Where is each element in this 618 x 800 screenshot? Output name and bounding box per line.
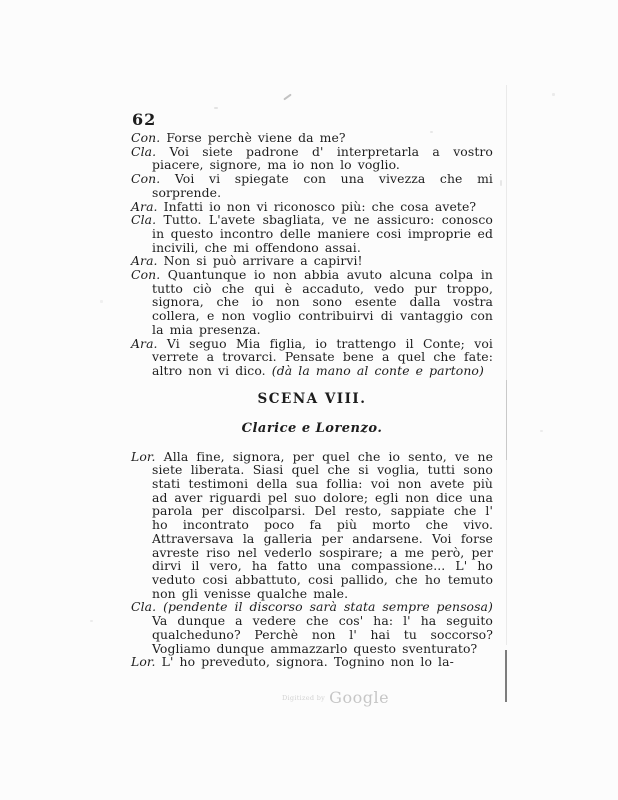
dialogue-paragraph xyxy=(131,655,493,669)
stage-direction: (pendente il discorso sarà stata sempre pensosa) xyxy=(163,599,493,615)
scene-characters: Clarice e Lorenzo. xyxy=(241,420,383,436)
stage-direction: (dà la mano al conte e partono) xyxy=(271,362,484,378)
scan-artifact-line xyxy=(506,380,507,460)
speaker-label: Lor. xyxy=(131,654,162,670)
speaker-label: Con. xyxy=(131,171,175,187)
google-logo-text: Google xyxy=(329,688,390,707)
speaker-label: Cla. xyxy=(131,599,164,615)
scan-speck xyxy=(552,93,555,96)
digitized-by-text: Digitized by xyxy=(282,694,326,702)
speaker-label: Con. xyxy=(131,267,168,283)
dialogue-paragraph xyxy=(131,200,493,214)
scan-speck xyxy=(90,620,93,622)
speaker-label: Cla. xyxy=(131,212,164,228)
dialogue-paragraph xyxy=(131,254,493,268)
dialogue-paragraph xyxy=(131,213,493,254)
dialogue-text: L' ho preveduto, signora. Tognino non lo la- xyxy=(161,654,454,670)
dialogue-paragraph xyxy=(131,600,493,655)
scan-speck xyxy=(283,94,292,101)
dialogue-text: Non si può arrivare a capirvi! xyxy=(163,253,363,269)
scan-speck xyxy=(500,180,502,186)
text-column xyxy=(131,131,493,669)
speaker-label: Cla. xyxy=(131,143,170,159)
dialogue-text: Forse perchè viene da me? xyxy=(166,130,346,145)
scene-heading: SCENA VIII. xyxy=(257,390,367,407)
scan-speck xyxy=(100,300,103,303)
dialogue-section-after xyxy=(131,450,493,669)
dialogue-paragraph xyxy=(131,337,493,378)
dialogue-paragraph xyxy=(131,450,493,601)
dialogue-text: Va dunque a vedere che cos' ha: l' ha seguito qualcheduno? Perchè non l' hai tu soccorso? Vogliamo dunque ammazzarlo questo sventurato? xyxy=(152,613,493,656)
scan-speck xyxy=(540,430,543,432)
dialogue-paragraph xyxy=(131,131,493,145)
dialogue-text: Voi siete padrone d' interpretarla a vostro piacere, signore, ma io non lo voglio. xyxy=(152,143,493,173)
speaker-label: Lor. xyxy=(131,448,164,464)
scan-speck xyxy=(214,107,218,109)
dialogue-text: Alla fine, signora, per quel che io sento, ve ne siete liberata. Siasi quel che si voglia, tutti sono stati testimoni della sua follia: voi non avete più ad aver riguardi pel suo dolore; egli non dice una parola per discolparsi. Del resto, sappiate che l' ho incontrato poco fa più morto che vivo. Attraversava la galleria per andarsene. Voi forse avreste riso nel vederlo sospirare; a me però, per dirvi il vero, ha fatto una compassione... L' ho veduto cosi abbattuto, cosi pallido, che ho temuto non gli venisse qualche male. xyxy=(152,448,493,601)
dialogue-paragraph xyxy=(131,268,493,337)
page-number: 62 xyxy=(132,110,157,129)
dialogue-section-before xyxy=(131,131,493,378)
dialogue-text: Infatti io non vi riconosco più: che cosa avete? xyxy=(163,198,477,214)
dialogue-text: Quantunque io non abbia avuto alcuna colpa in tutto ciò che qui è accaduto, vedo pur troppo, signora, che io non sono esente dalla vostra collera, e non voglio contribuirvi di vantaggio con la mia presenza. xyxy=(152,267,493,337)
scan-artifact-line xyxy=(506,85,507,645)
dialogue-text: Voi vi spiegate con una vivezza che mi sorprende. xyxy=(152,171,493,200)
dialogue-paragraph xyxy=(131,172,493,199)
speaker-label: Ara. xyxy=(131,253,164,269)
dialogue-text: Vi seguo Mia figlia, io trattengo il Conte; voi verrete a trovarci. Pensate bene a quel che fate: altro non vi dico. xyxy=(152,335,493,378)
speaker-label: Ara. xyxy=(131,198,164,214)
speaker-label: Con. xyxy=(131,130,167,145)
dialogue-paragraph xyxy=(131,145,493,172)
google-watermark xyxy=(282,688,389,707)
speaker-label: Ara. xyxy=(131,335,167,351)
scan-artifact-line xyxy=(505,650,507,702)
dialogue-text: Tutto. L'avete sbagliata, ve ne assicuro: conosco in questo incontro delle maniere cosi improprie ed incivili, che mi offendono assai. xyxy=(152,212,493,255)
